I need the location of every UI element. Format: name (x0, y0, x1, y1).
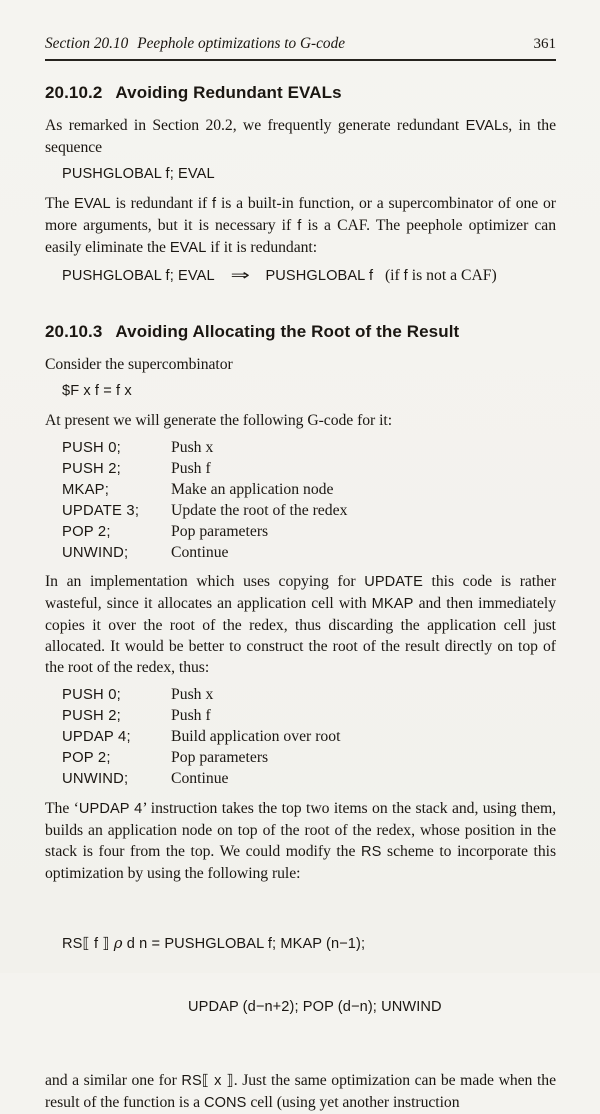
gcode-comment: Push f (171, 707, 211, 725)
running-header-title (45, 34, 345, 53)
gcode-row (62, 727, 556, 748)
gcode-row (62, 685, 556, 706)
section-heading-20103 (45, 322, 556, 342)
code-supercombinator: $F x f = f x (62, 383, 132, 399)
paragraph-intro: As remarked in Section 20.2, we frequently generate redundant EVALs, in the sequence (45, 117, 556, 156)
gcode-row (62, 438, 556, 459)
gcode-comment: Build application over root (171, 728, 341, 746)
gcode-comment: Make an application node (171, 480, 334, 498)
gcode-comment: Continue (171, 770, 229, 788)
gcode-listing-naive (62, 438, 556, 563)
gcode-row (62, 522, 556, 543)
gcode-row (62, 706, 556, 727)
section-number: 20.10.3 (45, 322, 103, 341)
gcode-row (62, 480, 556, 501)
gcode-instruction: UPDAP 4; (62, 729, 131, 746)
code-pushglobal-eval: PUSHGLOBAL f; EVAL (62, 166, 215, 182)
gcode-listing-optimized (62, 685, 556, 790)
rs-rule-line1: RS⟦ f ⟧ ρ d n = PUSHGLOBAL f; MKAP (n−1); (62, 934, 366, 952)
paragraph-updap: The ‘UPDAP 4’ instruction takes the top two items on the stack and, using them, builds an application node on top of the root of the redex, whose position in the stack is four from the top. We could modify the RS scheme to incorporate this optimization by using the following rule: (45, 799, 556, 882)
section-label: Section 20.10 (45, 35, 129, 52)
section-title: Avoiding Allocating the Root of the Result (115, 322, 460, 341)
gcode-row (62, 769, 556, 790)
chapter-title: Peephole optimizations to G-code (137, 35, 346, 52)
section-title: Avoiding Redundant EVALs (115, 83, 342, 102)
gcode-row (62, 748, 556, 769)
gcode-instruction: UPDATE 3; (62, 502, 140, 519)
paragraph-copying-update: In an implementation which uses copying for UPDATE this code is rather wasteful, since it allocates an application cell with MKAP and then immediately copies it over the root of the redex, thus discarding the application cell just allocated. It would be better to construct the root of the result directly on top of the root of the redex, thus: (45, 573, 556, 677)
rs-rule-line2: UPDAP (d−n+2); POP (d−n); UNWIND (188, 998, 442, 1015)
gcode-instruction: PUSH 2; (62, 460, 121, 477)
running-header (45, 34, 556, 54)
gcode-comment: Pop parameters (171, 749, 269, 767)
gcode-comment: Push f (171, 459, 211, 477)
paragraph-consider: Consider the supercombinator (45, 356, 233, 373)
gcode-instruction: PUSH 0; (62, 687, 121, 704)
gcode-instruction: PUSH 0; (62, 440, 121, 456)
section-number: 20.10.2 (45, 83, 103, 102)
gcode-instruction: POP 2; (62, 750, 111, 767)
gcode-instruction: UNWIND; (62, 771, 129, 788)
gcode-comment: Push x (171, 439, 214, 456)
gcode-row (62, 543, 556, 564)
paragraph-eval-redundant: The EVAL is redundant if f is a built-in function, or a supercombinator of one or more arguments, but it is necessary if f is a CAF. The peephole optimizer can easily eliminate the EVAL if it is redundant: (45, 195, 556, 256)
rs-scheme-rule (62, 891, 556, 1060)
gcode-row (62, 459, 556, 480)
code-rewrite-rule: PUSHGLOBAL f; EVAL ⇒ PUSHGLOBAL f (if f is not a CAF) (62, 266, 497, 284)
gcode-comment: Push x (171, 686, 214, 704)
paragraph-at-present: At present we will generate the following G-code for it: (45, 412, 393, 429)
paragraph-closing: and a similar one for RS⟦ x ⟧. Just the same optimization can be made when the result of the function is a CONS cell (using yet another instruction (45, 1071, 556, 1111)
gcode-comment: Update the root of the redex (171, 501, 348, 519)
gcode-comment: Continue (171, 543, 229, 561)
gcode-instruction: MKAP; (62, 481, 110, 498)
gcode-instruction: POP 2; (62, 523, 111, 540)
header-rule (45, 59, 556, 61)
section-heading-20102 (45, 83, 556, 103)
gcode-row (62, 501, 556, 522)
gcode-instruction: PUSH 2; (62, 708, 121, 725)
gcode-instruction: UNWIND; (62, 544, 129, 561)
gcode-comment: Pop parameters (171, 522, 269, 540)
page-number: 361 (533, 36, 556, 52)
